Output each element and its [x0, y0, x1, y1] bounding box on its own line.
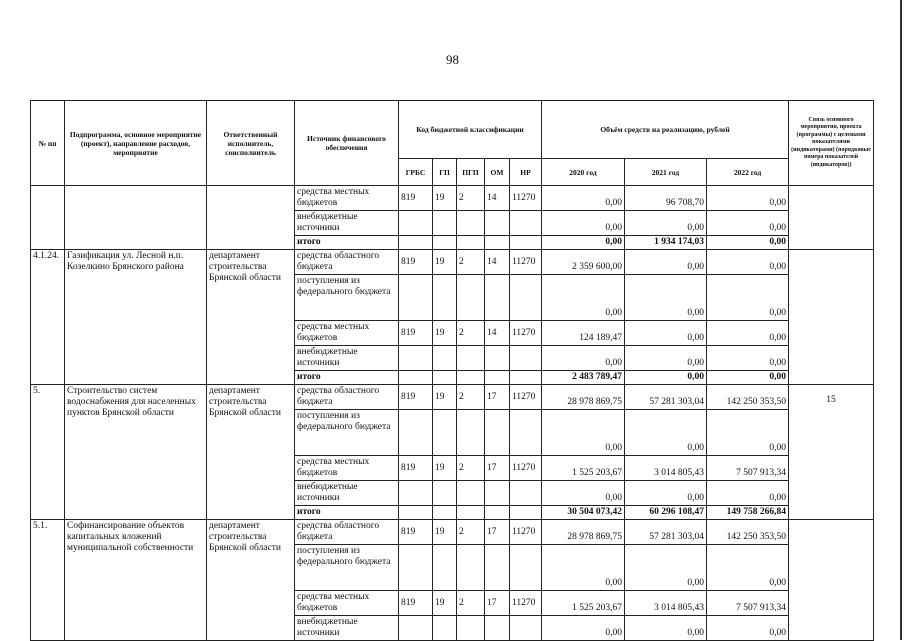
amount-y2020: 0,00	[542, 186, 625, 211]
header-2022: 2022 год	[707, 159, 789, 186]
amount-y2021: 57 281 303,04	[625, 520, 707, 545]
code-nr	[510, 371, 542, 385]
amount-y2020: 0,00	[542, 346, 625, 371]
code-pgp: 2	[457, 186, 485, 211]
header-gp: ГП	[433, 159, 457, 186]
amount-y2021: 0,00	[625, 321, 707, 346]
code-grbs: 819	[399, 321, 433, 346]
code-nr: 11270	[510, 186, 542, 211]
header-amount: Объём средств на реализацию, рублей	[542, 101, 789, 159]
header-budget-code: Код бюджетной классификации	[399, 101, 542, 159]
code-om	[485, 371, 510, 385]
code-nr: 11270	[510, 520, 542, 545]
amount-y2020: 0,00	[542, 275, 625, 321]
code-pgp	[457, 410, 485, 456]
code-grbs	[399, 275, 433, 321]
code-gp: 19	[433, 520, 457, 545]
funding-source: поступления из федерального бюджета	[295, 410, 399, 456]
activity-name: Строительство систем водоснабжения для населенных пунктов Брянской области	[65, 385, 207, 520]
code-nr: 11270	[510, 321, 542, 346]
amount-y2021: 57 281 303,04	[625, 385, 707, 410]
funding-source: средства областного бюджета	[295, 385, 399, 410]
funding-source: средства областного бюджета	[295, 520, 399, 545]
code-nr	[510, 616, 542, 641]
table-row	[31, 520, 874, 545]
code-om	[485, 545, 510, 591]
amount-y2022: 0,00	[707, 186, 789, 211]
code-nr: 11270	[510, 591, 542, 616]
code-grbs	[399, 506, 433, 520]
activity-name: Газификация ул. Лесной н.п. Козелкино Брянского района	[65, 250, 207, 385]
code-gp	[433, 545, 457, 591]
funding-source: внебюджетные источники	[295, 616, 399, 641]
code-pgp: 2	[457, 250, 485, 275]
code-pgp	[457, 545, 485, 591]
amount-y2020: 1 525 203,67	[542, 456, 625, 481]
table-header	[31, 101, 874, 186]
amount-y2021: 60 296 108,47	[625, 506, 707, 520]
code-pgp	[457, 211, 485, 236]
code-grbs	[399, 236, 433, 250]
executor-name: департамент строительства Брянской области	[207, 520, 295, 641]
amount-y2022: 0,00	[707, 250, 789, 275]
table-row	[31, 250, 874, 275]
executor-name	[207, 186, 295, 250]
code-om: 17	[485, 591, 510, 616]
code-om	[485, 236, 510, 250]
amount-y2021: 0,00	[625, 616, 707, 641]
code-om	[485, 346, 510, 371]
code-nr	[510, 346, 542, 371]
funding-source: средства местных бюджетов	[295, 591, 399, 616]
code-gp	[433, 616, 457, 641]
code-nr: 11270	[510, 250, 542, 275]
code-gp	[433, 211, 457, 236]
code-om: 14	[485, 186, 510, 211]
amount-y2022: 0,00	[707, 481, 789, 506]
amount-y2021: 0,00	[625, 371, 707, 385]
code-grbs	[399, 545, 433, 591]
funding-source: средства областного бюджета	[295, 250, 399, 275]
amount-y2020: 0,00	[542, 410, 625, 456]
header-nr: НР	[510, 159, 542, 186]
executor-name: департамент строительства Брянской области	[207, 385, 295, 520]
table-row	[31, 385, 874, 410]
amount-y2021: 0,00	[625, 275, 707, 321]
amount-y2020: 1 525 203,67	[542, 591, 625, 616]
header-indicator-link: Связь основного мероприятия, проекта (программы) с целевыми показателями (индикаторами) (порядковые номера показателей (индикаторов))	[789, 101, 874, 186]
code-om	[485, 275, 510, 321]
amount-y2022: 0,00	[707, 346, 789, 371]
amount-y2020: 124 189,47	[542, 321, 625, 346]
amount-y2020: 28 978 869,75	[542, 385, 625, 410]
amount-y2022: 0,00	[707, 545, 789, 591]
activity-name: Софинансирование объектов капитальных вложений муниципальной собственности	[65, 520, 207, 641]
amount-y2022: 142 250 353,50	[707, 520, 789, 545]
code-gp	[433, 275, 457, 321]
funding-source: внебюджетные источники	[295, 481, 399, 506]
code-nr	[510, 410, 542, 456]
amount-y2020: 28 978 869,75	[542, 520, 625, 545]
header-no: № пп	[31, 101, 65, 186]
code-gp: 19	[433, 456, 457, 481]
code-gp: 19	[433, 250, 457, 275]
code-grbs: 819	[399, 456, 433, 481]
code-grbs	[399, 346, 433, 371]
amount-y2021: 1 934 174,03	[625, 236, 707, 250]
code-gp	[433, 506, 457, 520]
code-nr	[510, 275, 542, 321]
amount-y2020: 2 359 600,00	[542, 250, 625, 275]
code-pgp: 2	[457, 456, 485, 481]
amount-y2020: 0,00	[542, 545, 625, 591]
amount-y2022: 7 507 913,34	[707, 591, 789, 616]
code-grbs	[399, 211, 433, 236]
header-executor: Ответственный исполнитель, соисполнитель	[207, 101, 295, 186]
amount-y2020: 30 504 073,42	[542, 506, 625, 520]
code-gp: 19	[433, 186, 457, 211]
amount-y2021: 0,00	[625, 211, 707, 236]
page-number: 98	[446, 52, 459, 67]
activity-name	[65, 186, 207, 250]
table-body	[31, 186, 874, 641]
code-nr	[510, 506, 542, 520]
code-om	[485, 506, 510, 520]
funding-source: итого	[295, 371, 399, 385]
row-number	[31, 186, 65, 250]
funding-source: средства местных бюджетов	[295, 456, 399, 481]
code-om: 17	[485, 456, 510, 481]
amount-y2021: 96 708,70	[625, 186, 707, 211]
code-pgp	[457, 616, 485, 641]
amount-y2022: 149 758 266,84	[707, 506, 789, 520]
code-om: 14	[485, 250, 510, 275]
indicator-link	[789, 520, 874, 641]
header-2020: 2020 год	[542, 159, 625, 186]
amount-y2022: 0,00	[707, 275, 789, 321]
amount-y2022: 0,00	[707, 616, 789, 641]
code-grbs: 819	[399, 385, 433, 410]
row-number: 5.	[31, 385, 65, 520]
funding-source: средства местных бюджетов	[295, 321, 399, 346]
code-grbs: 819	[399, 520, 433, 545]
code-gp	[433, 371, 457, 385]
amount-y2022: 7 507 913,34	[707, 456, 789, 481]
header-pgp: ПГП	[457, 159, 485, 186]
code-om	[485, 211, 510, 236]
code-pgp	[457, 506, 485, 520]
funding-source: внебюджетные источники	[295, 346, 399, 371]
funding-source: средства местных бюджетов	[295, 186, 399, 211]
page-edge-rule	[900, 0, 902, 640]
header-subprogram: Подпрограмма, основное мероприятие (проект), направление расходов, мероприятие	[65, 101, 207, 186]
amount-y2020: 0,00	[542, 236, 625, 250]
amount-y2021: 0,00	[625, 545, 707, 591]
indicator-link: 15	[789, 385, 874, 520]
amount-y2022: 0,00	[707, 236, 789, 250]
amount-y2020: 0,00	[542, 211, 625, 236]
indicator-link	[789, 250, 874, 385]
row-number: 4.1.24.	[31, 250, 65, 385]
code-pgp	[457, 346, 485, 371]
code-grbs: 819	[399, 250, 433, 275]
amount-y2022: 142 250 353,50	[707, 385, 789, 410]
code-pgp	[457, 371, 485, 385]
code-nr	[510, 211, 542, 236]
indicator-link	[789, 186, 874, 250]
code-pgp: 2	[457, 591, 485, 616]
code-grbs: 819	[399, 591, 433, 616]
amount-y2022: 0,00	[707, 371, 789, 385]
row-number: 5.1.	[31, 520, 65, 641]
amount-y2021: 3 014 805,43	[625, 591, 707, 616]
code-gp: 19	[433, 385, 457, 410]
code-gp	[433, 346, 457, 371]
code-nr: 11270	[510, 385, 542, 410]
budget-table	[30, 100, 874, 641]
code-pgp	[457, 275, 485, 321]
code-om	[485, 616, 510, 641]
header-grbs: ГРБС	[399, 159, 433, 186]
code-gp	[433, 410, 457, 456]
code-gp	[433, 481, 457, 506]
code-gp	[433, 236, 457, 250]
table-row	[31, 186, 874, 211]
code-om: 17	[485, 520, 510, 545]
code-gp: 19	[433, 321, 457, 346]
code-om	[485, 410, 510, 456]
amount-y2022: 0,00	[707, 321, 789, 346]
code-nr	[510, 481, 542, 506]
funding-source: поступления из федерального бюджета	[295, 275, 399, 321]
funding-source: итого	[295, 236, 399, 250]
amount-y2021: 0,00	[625, 346, 707, 371]
amount-y2020: 2 483 789,47	[542, 371, 625, 385]
code-nr	[510, 236, 542, 250]
code-pgp: 2	[457, 385, 485, 410]
amount-y2022: 0,00	[707, 211, 789, 236]
code-om: 17	[485, 385, 510, 410]
code-pgp	[457, 236, 485, 250]
amount-y2020: 0,00	[542, 481, 625, 506]
code-grbs	[399, 410, 433, 456]
header-om: ОМ	[485, 159, 510, 186]
code-grbs	[399, 616, 433, 641]
code-om	[485, 481, 510, 506]
funding-source: внебюджетные источники	[295, 211, 399, 236]
header-source: Источник финансового обеспечения	[295, 101, 399, 186]
code-nr: 11270	[510, 456, 542, 481]
code-grbs: 819	[399, 186, 433, 211]
code-om: 14	[485, 321, 510, 346]
code-pgp	[457, 481, 485, 506]
funding-source: итого	[295, 506, 399, 520]
amount-y2022: 0,00	[707, 410, 789, 456]
code-grbs	[399, 481, 433, 506]
code-gp: 19	[433, 591, 457, 616]
code-nr	[510, 545, 542, 591]
code-pgp: 2	[457, 520, 485, 545]
funding-source: поступления из федерального бюджета	[295, 545, 399, 591]
amount-y2020: 0,00	[542, 616, 625, 641]
amount-y2021: 3 014 805,43	[625, 456, 707, 481]
amount-y2021: 0,00	[625, 250, 707, 275]
code-pgp: 2	[457, 321, 485, 346]
executor-name: департамент строительства Брянской области	[207, 250, 295, 385]
amount-y2021: 0,00	[625, 481, 707, 506]
amount-y2021: 0,00	[625, 410, 707, 456]
code-grbs	[399, 371, 433, 385]
header-2021: 2021 год	[625, 159, 707, 186]
